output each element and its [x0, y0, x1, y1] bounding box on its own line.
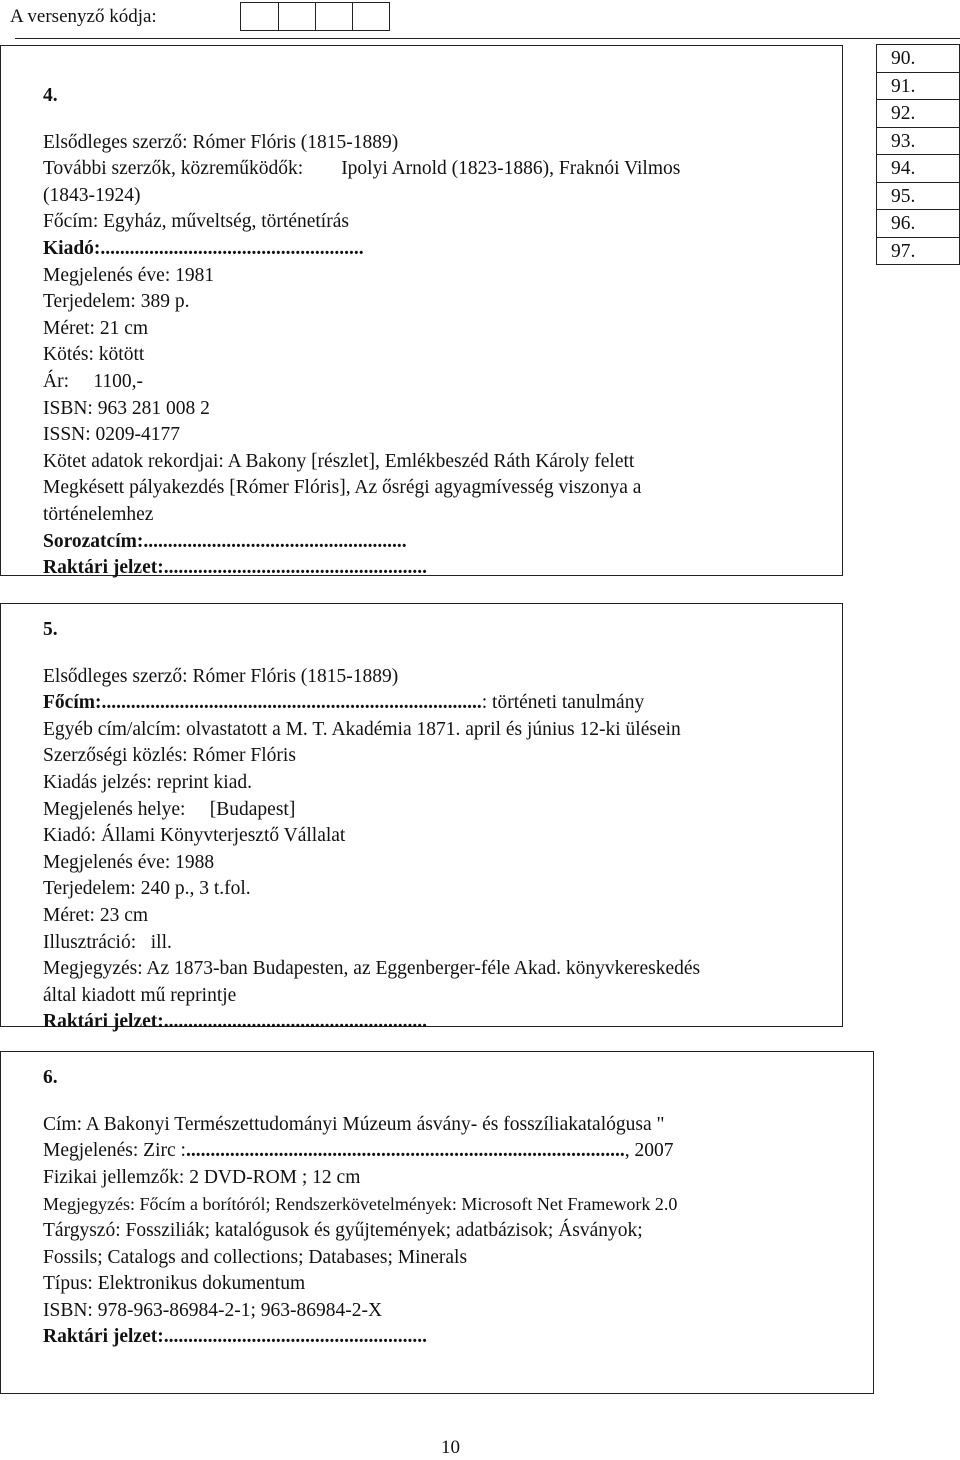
- entry-line: Ár: 1100,-: [43, 370, 144, 392]
- entry-number: 4.: [43, 85, 58, 106]
- entry-line: Megkésett pályakezdés [Rómer Flóris], Az ősrégi agyagmívesség viszonya a: [43, 477, 642, 499]
- answer-number: 90.: [877, 45, 959, 73]
- code-cell[interactable]: [241, 3, 278, 30]
- entry-line: Egyéb cím/alcím: olvastatott a M. T. Akadémia 1871. april és június 12-ki ülésein: [43, 718, 681, 740]
- entry-line: Szerzőségi közlés: Rómer Flóris: [43, 745, 296, 767]
- answer-number: 95.: [877, 183, 959, 211]
- competitor-code-grid[interactable]: [240, 2, 390, 31]
- answer-number-column: [876, 44, 960, 265]
- code-cell[interactable]: [278, 3, 315, 30]
- entry-line: történelemhez: [43, 503, 154, 525]
- entry-line: Raktári jelzet:......................................................: [43, 1011, 427, 1033]
- entry-line: Méret: 23 cm: [43, 904, 149, 926]
- entry-line: Kiadás jelzés: reprint kiad.: [43, 771, 253, 793]
- entry-number: 5.: [43, 619, 58, 640]
- entry-line: Raktári jelzet:......................................................: [43, 557, 427, 579]
- entry-line: További szerzők, közreműködők: Ipolyi Arnold (1823-1886), Fraknói Vilmos: [43, 158, 681, 180]
- entry-5-content: [43, 617, 700, 1036]
- entry-line: Megjegyzés: Főcím a borítóról; Rendszerkövetelmények: Microsoft Net Framework 2.0: [43, 1194, 678, 1215]
- entry-line: Cím: A Bakonyi Természettudományi Múzeum ásvány- és fosszíliakatalógusa ": [43, 1113, 665, 1135]
- entry-4-content: [43, 83, 680, 582]
- entry-line: Terjedelem: 240 p., 3 t.fol.: [43, 878, 251, 900]
- answer-number: 94.: [877, 155, 959, 183]
- code-cell[interactable]: [315, 3, 352, 30]
- entry-line: Megjelenés: Zirc :.........................................................................................., 2007: [43, 1140, 674, 1162]
- answer-number: 97.: [877, 238, 959, 266]
- entry-number: 6.: [43, 1067, 58, 1088]
- entry-line: ISBN: 978-963-86984-2-1; 963-86984-2-X: [43, 1299, 383, 1321]
- entry-line: Megjelenés éve: 1988: [43, 851, 215, 873]
- entry-line: ISBN: 963 281 008 2: [43, 397, 210, 419]
- entry-line: (1843-1924): [43, 184, 141, 206]
- entry-line: Méret: 21 cm: [43, 317, 149, 339]
- entry-line: Típus: Elektronikus dokumentum: [43, 1273, 306, 1295]
- entry-line: Tárgyszó: Fossziliák; katalógusok és gyűjtemények; adatbázisok; Ásványok;: [43, 1219, 643, 1241]
- page-number: 10: [441, 1437, 460, 1458]
- entry-line: ISSN: 0209-4177: [43, 424, 181, 446]
- entry-line: Megjegyzés: Az 1873-ban Budapesten, az Eggenberger-féle Akad. könyvkereskedés: [43, 958, 701, 980]
- competitor-code-label: A versenyző kódja:: [10, 6, 157, 27]
- entry-line: Illusztráció: ill.: [43, 931, 172, 953]
- code-cell[interactable]: [352, 3, 389, 30]
- entry-line: Kiadó: Állami Könyvterjesztő Vállalat: [43, 825, 346, 847]
- entry-6-content: [43, 1065, 677, 1351]
- entry-line: Sorozatcím:......................................................: [43, 530, 407, 552]
- answer-number: 93.: [877, 128, 959, 156]
- entry-line: Raktári jelzet:......................................................: [43, 1326, 427, 1348]
- answer-number: 96.: [877, 210, 959, 238]
- answer-number: 91.: [877, 73, 959, 101]
- entry-line: Fizikai jellemzők: 2 DVD-ROM ; 12 cm: [43, 1166, 361, 1188]
- entry-line: Kötés: kötött: [43, 344, 145, 366]
- entry-line: Főcím: Egyház, műveltség, történetírás: [43, 211, 349, 233]
- header-divider: [15, 38, 960, 39]
- entry-line: Kiadó:......................................................: [43, 237, 364, 259]
- entry-line: Terjedelem: 389 p.: [43, 291, 190, 313]
- entry-line: Elsődleges szerző: Rómer Flóris (1815-1889): [43, 131, 399, 153]
- entry-line: által kiadott mű reprintje: [43, 984, 237, 1006]
- entry-line: Fossils; Catalogs and collections; Databases; Minerals: [43, 1246, 468, 1268]
- answer-number: 92.: [877, 100, 959, 128]
- entry-line: Elsődleges szerző: Rómer Flóris (1815-1889): [43, 665, 399, 687]
- entry-line: Megjelenés helye: [Budapest]: [43, 798, 296, 820]
- entry-line: Megjelenés éve: 1981: [43, 264, 215, 286]
- entry-line: Főcím:..............................................................................: történeti tanulmány: [43, 692, 645, 714]
- entry-line: Kötet adatok rekordjai: A Bakony [részlet], Emlékbeszéd Ráth Károly felett: [43, 450, 635, 472]
